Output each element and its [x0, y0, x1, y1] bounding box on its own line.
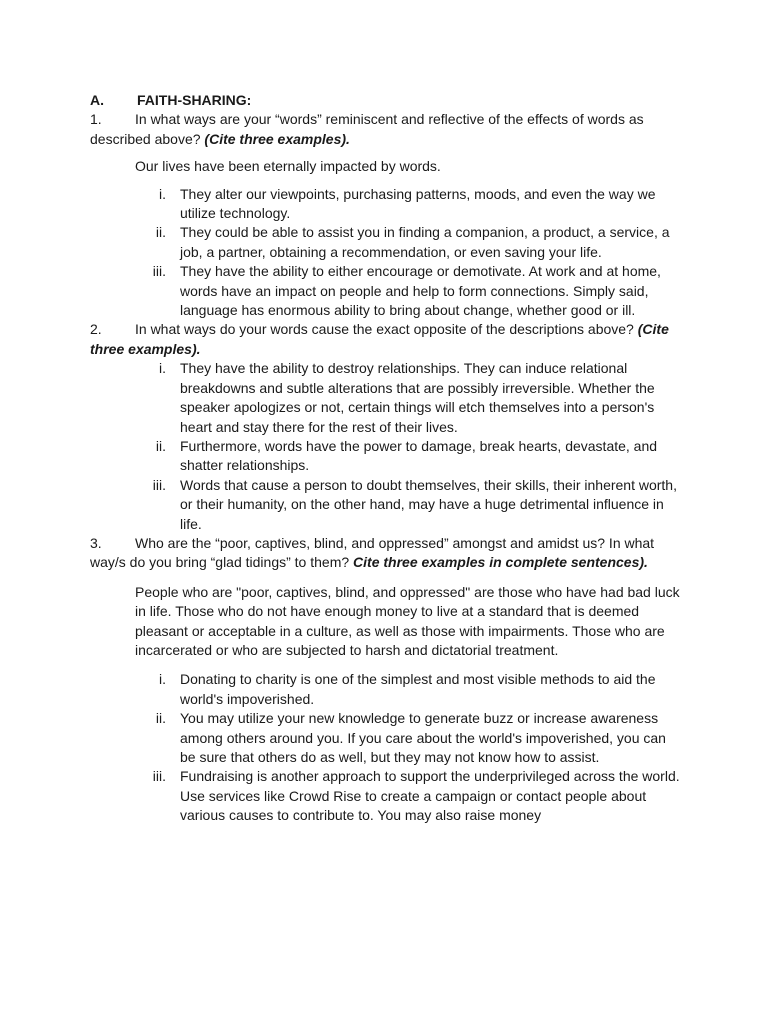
question-1-cite: (Cite three examples).	[204, 130, 350, 147]
question-1-number: 1.	[90, 111, 102, 128]
list-item-text: They alter our viewpoints, purchasing patterns, moods, and even the way we utilize technology.	[180, 185, 656, 222]
list-item	[90, 185, 680, 224]
question-2-cite: (Cite three examples).	[90, 321, 669, 357]
section-title: FAITH-SHARING:	[137, 92, 252, 108]
list-item	[90, 670, 680, 709]
list-item-text: Donating to charity is one of the simplest and most visible methods to aid the world's impoverished.	[180, 671, 656, 707]
list-item-number: iii.	[152, 476, 166, 493]
question-2	[90, 320, 680, 359]
list-item-text: Fundraising is another approach to support the underprivileged across the world. Use services like Crowd Rise to create a campaign or contact people about various causes to contribute to. You may also raise money	[180, 768, 680, 824]
list-item-number: iii.	[152, 263, 166, 280]
list-item-number: i.	[159, 360, 166, 377]
list-item-text: They have the ability to destroy relationships. They can induce relational breakdowns and subtle alterations that are possibly irreversible. Whether the speaker apologizes or not, certain things will etch themselves into a person's heart and stay there for the rest of their lives.	[180, 360, 655, 435]
list-item-text: They have the ability to either encourage or demotivate. At work and at home, words have an impact on people and help to form connections. Simply said, language has enormous ability to bring about change, whether good or ill.	[180, 263, 661, 319]
question-1	[90, 110, 680, 149]
list-item-text: You may utilize your new knowledge to generate buzz or increase awareness among others around you. If you care about the world's impoverished, you can be sure that others do as well, but they may not know how to assist.	[180, 710, 666, 765]
question-3	[90, 534, 680, 573]
list-item	[90, 709, 680, 767]
list-item	[90, 767, 680, 825]
list-item-number: i.	[159, 671, 166, 688]
list-item-number: ii.	[155, 437, 166, 454]
document-page	[90, 91, 680, 826]
list-item	[90, 437, 680, 476]
list-item-text: Words that cause a person to doubt themselves, their skills, their inherent worth, or their humanity, on the other hand, may have a huge detrimental influence in life.	[180, 476, 677, 532]
question-2-text: In what ways do your words cause the exact opposite of the descriptions above?	[135, 321, 638, 338]
section-letter: A.	[90, 92, 104, 108]
question-1-text: In what ways are your “words” reminiscent and reflective of the effects of words as described above?	[90, 111, 644, 147]
list-item	[90, 262, 680, 320]
list-item	[90, 476, 680, 534]
list-item-number: iii.	[152, 768, 166, 785]
question-3-number: 3.	[90, 534, 102, 551]
question-3-text: Who are the “poor, captives, blind, and oppressed” amongst and amidst us? In what way/s do you bring “glad tidings” to them?	[90, 534, 655, 571]
list-item-text: They could be able to assist you in finding a companion, a product, a service, a job, a partner, obtaining a recommendation, or even saving your life.	[180, 224, 670, 260]
list-item-number: ii.	[155, 710, 166, 727]
question-3-list	[90, 670, 680, 825]
question-3-cite: Cite three examples in complete sentences).	[353, 554, 648, 571]
list-item-number: i.	[159, 185, 166, 202]
question-2-list	[90, 359, 680, 534]
section-heading	[90, 91, 680, 110]
list-item	[90, 223, 680, 262]
question-1-list	[90, 185, 680, 321]
question-3-intro: People who are "poor, captives, blind, and oppressed" are those who have had bad luck in life. Those who do not have enough money to live at a standard that is deemed pleasant or acceptable in a culture, as well as those with impairments. Those who are incarcerated or who are subjected to harsh and dictatorial treatment.	[135, 583, 680, 658]
list-item	[90, 359, 680, 437]
question-2-number: 2.	[90, 321, 102, 338]
list-item-number: ii.	[155, 224, 166, 241]
list-item-text: Furthermore, words have the power to damage, break hearts, devastate, and shatter relationships.	[180, 437, 658, 474]
question-1-intro: Our lives have been eternally impacted by words.	[135, 158, 441, 175]
